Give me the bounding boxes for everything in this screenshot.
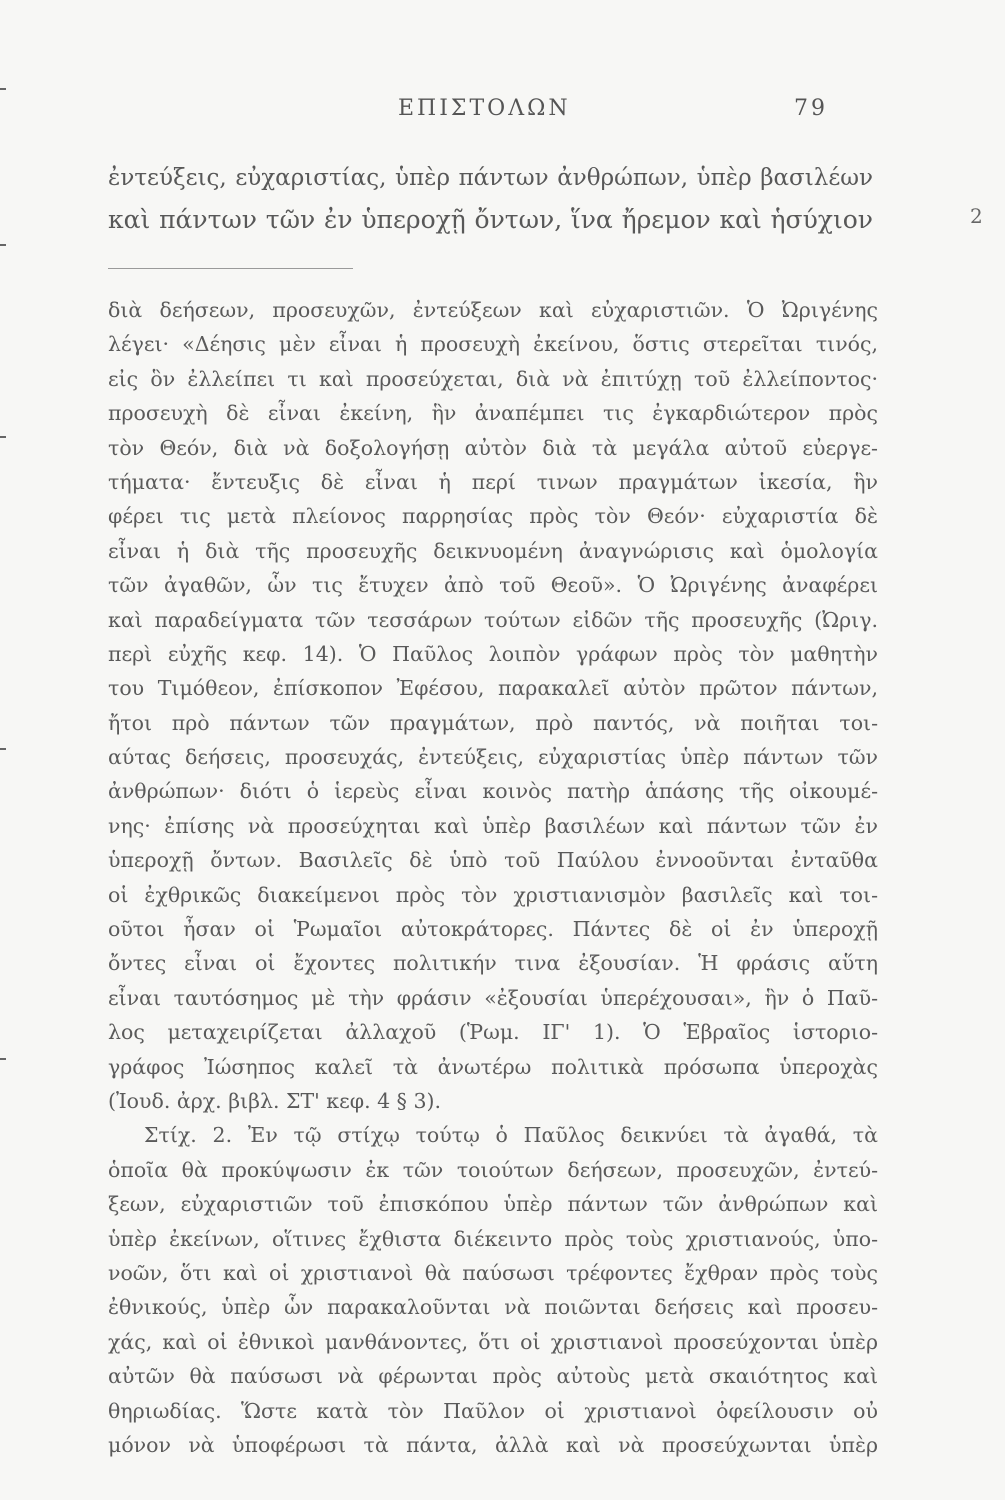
edge-mark [0,748,6,750]
commentary-line: τὸν Θεόν, διὰ νὰ δοξολογήσῃ αὐτὸν διὰ τὰ μεγάλα αὐτοῦ εὐεργε- [108,435,878,460]
commentary-line: προσευχὴ δὲ εἶναι ἐκείνη, ἣν ἀναπέμπει τις ἐγκαρδιώτερον πρὸς [108,401,878,426]
commentary-line: διὰ δεήσεων, προσευχῶν, ἐντεύξεων καὶ εὐχαριστιῶν. Ὁ Ὠριγένης [108,298,878,322]
commentary-line: φέρει τις μετὰ πλείονος παρρησίας πρὸς τὸν Θεόν· εὐχαριστία δὲ [108,504,878,529]
commentary-line: ἀνθρώπων· διότι ὁ ἱερεὺς εἶναι κοινὸς πατὴρ ἁπάσης τῆς οἰκουμέ- [108,779,878,804]
commentary-line: εἶναι ἡ διὰ τῆς προσευχῆς δεικνυομένη ἀναγνώρισις καὶ ὁμολογία [108,538,878,563]
commentary-line: ξεων, εὐχαριστιῶν τοῦ ἐπισκόπου ὑπὲρ πάντων τῶν ἀνθρώπων καὶ [108,1192,878,1217]
commentary-line: χάς, καὶ οἱ ἐθνικοὶ μανθάνοντες, ὅτι οἱ χριστιανοὶ προσεύχονται ὑπὲρ [108,1329,878,1354]
commentary-line: περὶ εὐχῆς κεφ. 14). Ὁ Παῦλος λοιπὸν γράφων πρὸς τὸν μαθητὴν [108,641,878,666]
commentary-line: μόνον νὰ ὑποφέρωσι τὰ πάντα, ἀλλὰ καὶ νὰ προσεύχωνται ὑπὲρ [108,1432,878,1457]
commentary-line: Στίχ. 2. Ἐν τῷ στίχῳ τούτῳ ὁ Παῦλος δεικνύει τὰ ἀγαθά, τὰ [144,1123,878,1148]
edge-mark [0,88,6,90]
commentary-line: ὑπὲρ ἐκείνων, οἵτινες ἔχθιστα διέκειντο πρὸς τοὺς χριστιανούς, ὑπο- [108,1226,878,1251]
commentary-line: καὶ παραδείγματα τῶν τεσσάρων τούτων εἰδῶν τῆς προσευχῆς (Ὠριγ. [108,607,878,632]
commentary-line: λέγει· «Δέησις μὲν εἶναι ἡ προσευχὴ ἐκείνου, ὅστις στερεῖται τινός, [108,332,878,357]
commentary-line: (Ἰουδ. ἀρχ. βιβλ. ΣΤ' κεφ. 4 § 3). [108,1088,441,1113]
scripture-text [108,158,873,240]
running-header [108,96,828,126]
scripture-line: ἐντεύξεις, εὐχαριστίας, ὑπὲρ πάντων ἀνθρώπων, ὑπὲρ βασιλέων [108,165,873,191]
commentary-line: τῶν ἀγαθῶν, ὧν τις ἔτυχεν ἀπὸ τοῦ Θεοῦ». Ὁ Ὠριγένης ἀναφέρει [108,573,878,598]
commentary-line: οῦτοι ἦσαν οἱ Ῥωμαῖοι αὐτοκράτορες. Πάντες δὲ οἱ ἐν ὑπεροχῇ [108,917,878,942]
edge-mark [0,244,6,246]
commentary-line: θηριωδίας. Ὥστε κατὰ τὸν Παῦλον οἱ χριστιανοὶ ὀφείλουσιν οὐ [108,1398,878,1423]
edge-mark [0,436,6,438]
page-number: 79 [794,96,828,121]
commentary-line: λος μεταχειρίζεται ἀλλαχοῦ (Ῥωμ. ΙΓ' 1). Ὁ Ἑβραῖος ἱστοριο- [108,1020,878,1045]
running-title: ΕΠΙΣΤΟΛΩΝ [398,96,571,121]
commentary-text [108,293,878,1462]
commentary-line: νης· ἐπίσης νὰ προσεύχηται καὶ ὑπὲρ βασιλέων καὶ πάντων τῶν ἐν [108,813,878,838]
commentary-line: αύτας δεήσεις, προσευχάς, ἐντεύξεις, εὐχαριστίας ὑπὲρ πάντων τῶν [108,745,878,770]
commentary-line: ὄντες εἶναι οἱ ἔχοντες πολιτικήν τινα ἐξουσίαν. Ἡ φράσις αὕτη [108,951,878,976]
commentary-line: οἱ ἐχθρικῶς διακείμενοι πρὸς τὸν χριστιανισμὸν βασιλεῖς καὶ τοι- [108,882,878,907]
commentary-line: εἶναι ταυτόσημος μὲ τὴν φράσιν «ἐξουσίαι ὑπερέχουσαι», ἣν ὁ Παῦ- [108,985,878,1010]
edge-mark [0,1058,6,1060]
commentary-line: ὑπεροχῇ ὄντων. Βασιλεῖς δὲ ὑπὸ τοῦ Παύλου ἐννοοῦνται ἐνταῦθα [108,848,878,873]
commentary-line: του Τιμόθεον, ἐπίσκοπον Ἐφέσου, παρακαλεῖ αὐτὸν πρῶτον πάντων, [108,676,878,701]
scripture-line: καὶ πάντων τῶν ἐν ὑπεροχῇ ὄντων, ἵνα ἤρεμον καὶ ἡσύχιον [108,205,873,234]
commentary-line: τήματα· ἔντευξις δὲ εἶναι ἡ περί τινων πραγμάτων ἱκεσία, ἣν [108,469,878,494]
commentary-line: γράφος Ἰώσηπος καλεῖ τὰ ἀνωτέρω πολιτικὰ πρόσωπα ὑπεροχὰς [108,1054,878,1079]
commentary-line: ἐθνικούς, ὑπὲρ ὧν παρακαλοῦνται νὰ ποιῶνται δεήσεις καὶ προσευ- [108,1295,878,1320]
footnote-rule [108,268,353,269]
commentary-line: αὐτῶν θὰ παύσωσι νὰ φέρωνται πρὸς αὐτοὺς μετὰ σκαιότητος καὶ [108,1364,878,1389]
commentary-line: εἰς ὃν ἐλλείπει τι καὶ προσεύχεται, διὰ νὰ ἐπιτύχῃ τοῦ ἐλλείποντος· [108,366,878,391]
commentary-line: ὁποῖα θὰ προκύψωσιν ἐκ τῶν τοιούτων δεήσεων, προσευχῶν, ἐντεύ- [108,1157,878,1182]
commentary-line: νοῶν, ὅτι καὶ οἱ χριστιανοὶ θὰ παύσωσι τρέφοντες ἔχθραν πρὸς τοὺς [108,1260,878,1285]
commentary-line: ἤτοι πρὸ πάντων τῶν πραγμάτων, πρὸ παντός, νὰ ποιῆται τοι- [108,710,878,735]
verse-margin-number: 2 [970,204,983,228]
